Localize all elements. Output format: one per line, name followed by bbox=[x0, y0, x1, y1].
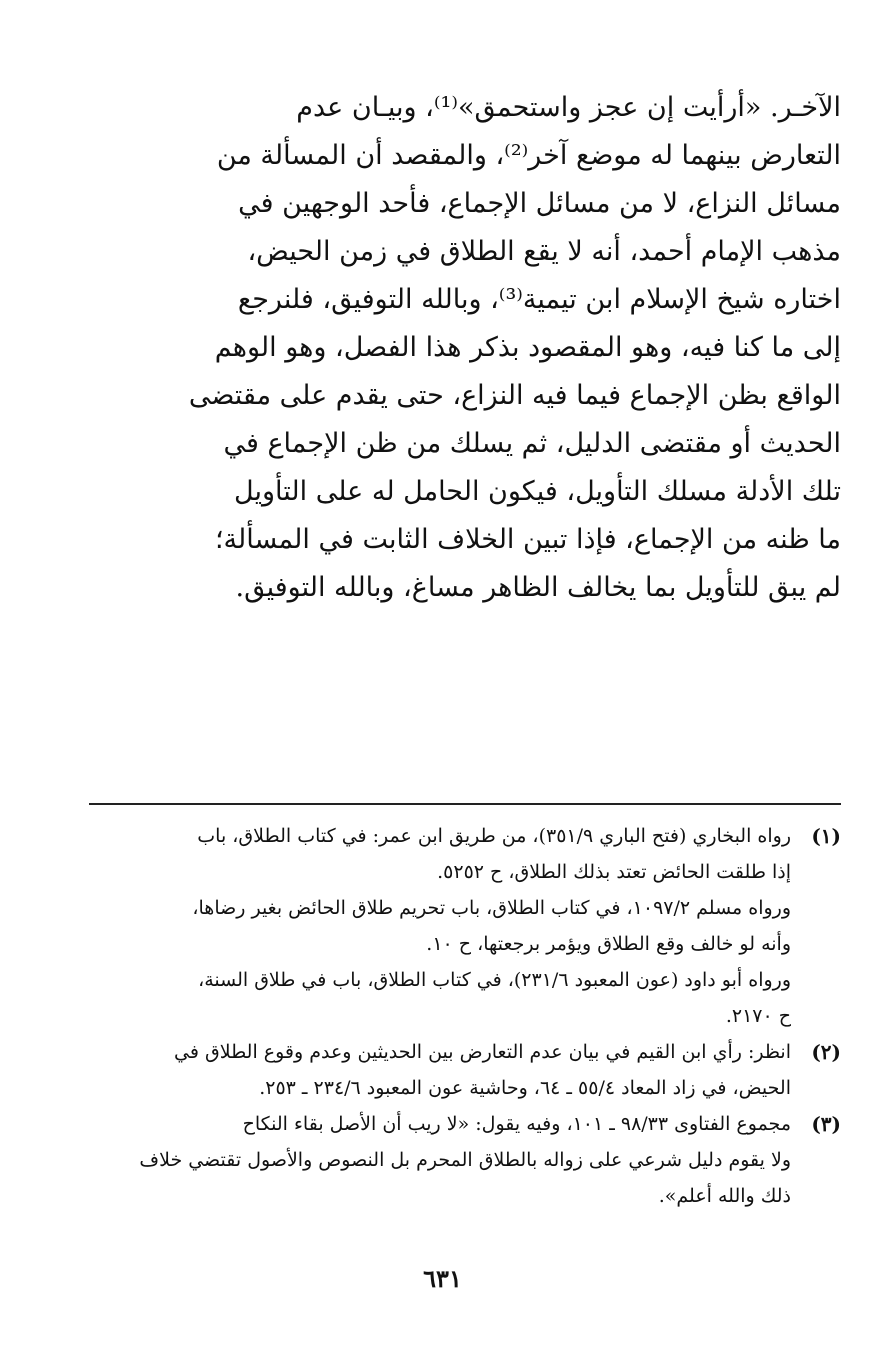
main-text-line: الحديث أو مقتضى الدليل، ثم يسلك من ظن الإجماع في bbox=[223, 428, 841, 459]
footnote-2 bbox=[81, 1034, 841, 1106]
main-text-line: التعارض بينهما له موضع آخر⁽²⁾، والمقصد أن المسألة من bbox=[216, 140, 841, 171]
footnote-number: (٢) bbox=[811, 1040, 841, 1064]
main-text-line: تلك الأدلة مسلك التأويل، فيكون الحامل له على التأويل bbox=[234, 476, 841, 507]
footnote-line: إذا طلقت الحائض تعتد بذلك الطلاق، ح ٥٢٥٢. bbox=[437, 861, 791, 883]
main-text-line: الآخـر. «أرأيت إن عجز واستحمق»⁽¹⁾، وبيـان عدم bbox=[296, 92, 841, 123]
footnote-divider bbox=[89, 803, 841, 805]
main-text-line: اختاره شيخ الإسلام ابن تيمية⁽³⁾، وبالله التوفيق، فلنرجع bbox=[237, 284, 841, 315]
footnote-3 bbox=[81, 1106, 841, 1214]
main-text-line: الواقع بظن الإجماع فيما فيه النزاع، حتى يقدم على مقتضى bbox=[188, 380, 841, 411]
footnote-line: وأنه لو خالف وقع الطلاق ويؤمر برجعتها، ح ١٠. bbox=[426, 933, 791, 955]
footnote-1 bbox=[81, 818, 841, 1034]
footnote-number: (١) bbox=[811, 824, 841, 848]
main-text-line: لم يبق للتأويل بما يخالف الظاهر مساغ، وبالله التوفيق. bbox=[235, 572, 841, 603]
main-text-line: مسائل النزاع، لا من مسائل الإجماع، فأحد الوجهين في bbox=[238, 188, 841, 219]
footnote-number: (٣) bbox=[811, 1112, 841, 1136]
main-text-block bbox=[188, 84, 841, 612]
footnotes-section bbox=[81, 818, 841, 1214]
footnote-line: ذلك والله أعلم». bbox=[658, 1185, 791, 1207]
main-text-line: مذهب الإمام أحمد، أنه لا يقع الطلاق في زمن الحيض، bbox=[247, 236, 841, 267]
footnote-line: ولا يقوم دليل شرعي على زواله بالطلاق المحرم بل النصوص والأصول تقتضي خلاف bbox=[139, 1149, 791, 1171]
footnote-line: مجموع الفتاوى ٩٨/٣٣ ـ ١٠١، وفيه يقول: «لا ريب أن الأصل بقاء النكاح bbox=[242, 1113, 791, 1135]
footnote-line: ورواه أبو داود (عون المعبود ٢٣١/٦)، في كتاب الطلاق، باب في طلاق السنة، bbox=[198, 969, 791, 991]
footnote-line: الحيض، في زاد المعاد ٥٥/٤ ـ ٦٤، وحاشية عون المعبود ٢٣٤/٦ ـ ٢٥٣. bbox=[259, 1077, 791, 1099]
footnote-line: انظر: رأي ابن القيم في بيان عدم التعارض بين الحديثين وعدم وقوع الطلاق في bbox=[174, 1041, 791, 1063]
main-text-line: إلى ما كنا فيه، وهو المقصود بذكر هذا الفصل، وهو الوهم bbox=[214, 332, 841, 363]
footnote-line: رواه البخاري (فتح الباري ٣٥١/٩)، من طريق ابن عمر: في كتاب الطلاق، باب bbox=[197, 825, 791, 847]
main-text-line: ما ظنه من الإجماع، فإذا تبين الخلاف الثابت في المسألة؛ bbox=[214, 524, 841, 555]
page-number: ٦٣١ bbox=[423, 1264, 462, 1293]
footnote-line: ورواه مسلم ١٠٩٧/٢، في كتاب الطلاق، باب تحريم طلاق الحائض بغير رضاها، bbox=[192, 897, 791, 919]
footnote-line: ح ٢١٧٠. bbox=[725, 1005, 791, 1027]
